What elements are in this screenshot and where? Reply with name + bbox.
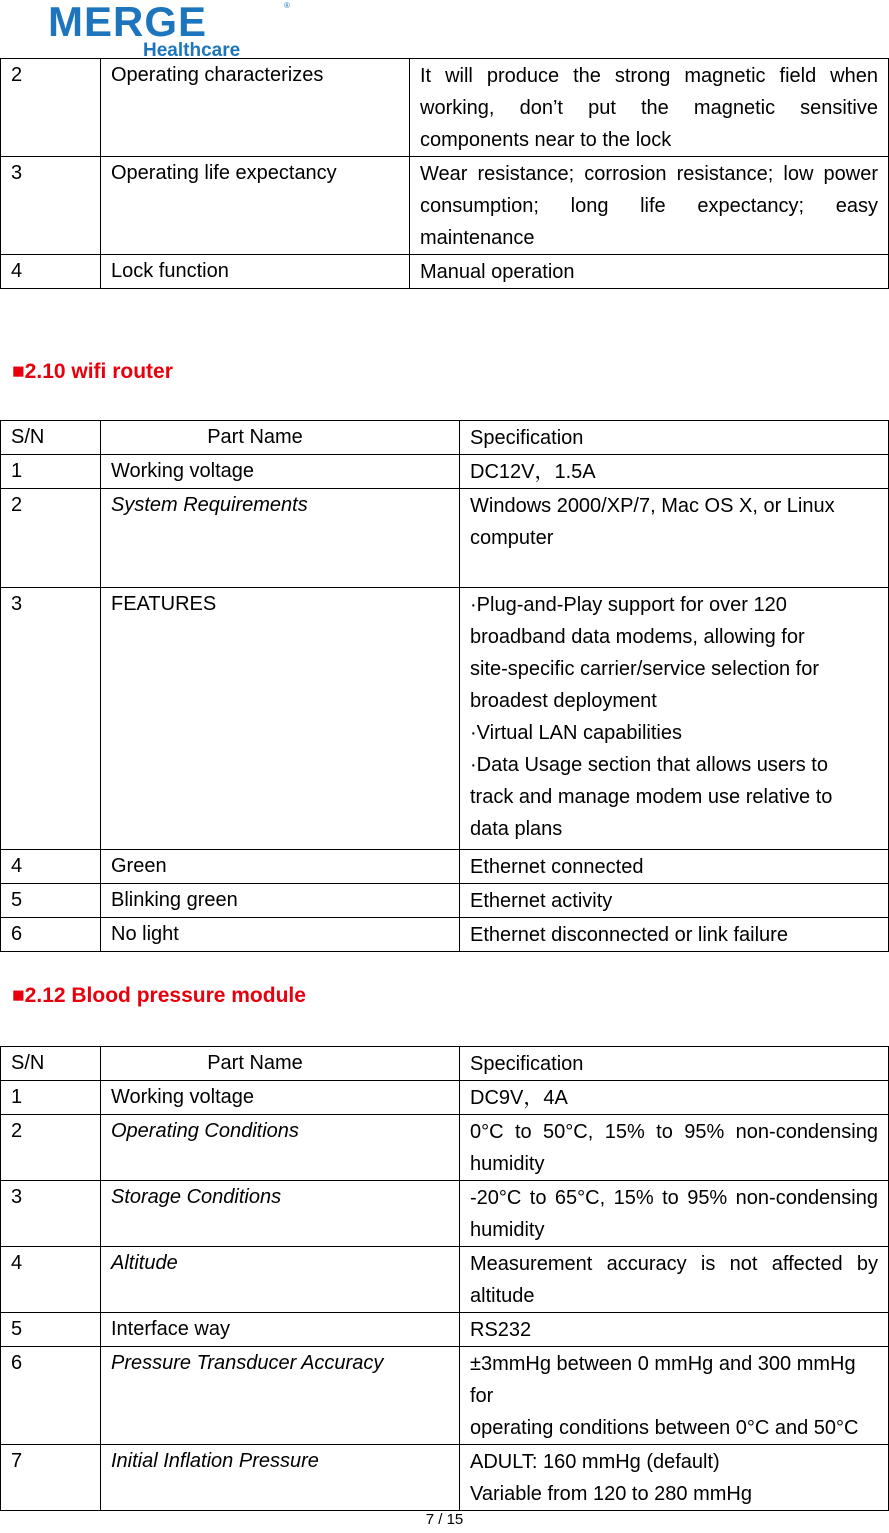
- sn-cell: 3: [1, 1181, 101, 1247]
- spec-cell: 0°C to 50°C, 15% to 95% non-condensing humidity: [460, 1115, 889, 1181]
- sn-cell: 5: [1, 884, 101, 918]
- spec-cell: Manual operation: [410, 255, 889, 289]
- part-name-cell: Working voltage: [101, 1081, 460, 1115]
- sn-cell: 3: [1, 588, 101, 850]
- sn-cell: 4: [1, 850, 101, 884]
- sn-cell: 2: [1, 1115, 101, 1181]
- part-name-cell: Altitude: [101, 1247, 460, 1313]
- sn-cell: 5: [1, 1313, 101, 1347]
- part-name-cell: No light: [101, 918, 460, 952]
- logo-subbrand-text: Healthcare: [143, 40, 241, 58]
- spec-cell: It will produce the strong magnetic field when working, don’t put the magnetic sensitive components near to the lock: [410, 59, 889, 157]
- sn-cell: 4: [1, 255, 101, 289]
- header-sn: S/N: [1, 421, 101, 455]
- sn-cell: 1: [1, 1081, 101, 1115]
- part-name-cell: FEATURES: [101, 588, 460, 850]
- spec-cell: Wear resistance; corrosion resistance; low power consumption; long life expectancy; easy maintenance: [410, 157, 889, 255]
- spec-cell: DC12V，1.5A: [460, 455, 889, 489]
- table-row: [1, 1445, 889, 1511]
- spec-cell: DC9V，4A: [460, 1081, 889, 1115]
- page-number: 7 / 15: [425, 1511, 464, 1528]
- table-row: [1, 918, 889, 952]
- table-row: [1, 1313, 889, 1347]
- header-specification: Specification: [460, 1047, 889, 1081]
- table-row: [1, 1181, 889, 1247]
- part-name-cell: Working voltage: [101, 455, 460, 489]
- table-row: [1, 1081, 889, 1115]
- spec-cell: Ethernet activity: [460, 884, 889, 918]
- part-name-cell: Lock function: [101, 255, 410, 289]
- table-row: [1, 588, 889, 850]
- table-row: [1, 1347, 889, 1445]
- spec-cell: RS232: [460, 1313, 889, 1347]
- spec-cell: ·Plug-and-Play support for over 120 broadband data modems, allowing for site-specific carrier/service selection for broadest deployment ·Virtual LAN capabilities ·Data Usage section that allows users to track and manage modem use relative to data plans: [460, 588, 889, 850]
- sn-cell: 3: [1, 157, 101, 255]
- table-header-row: [1, 1047, 889, 1081]
- wifi-router-spec-table: [0, 420, 889, 952]
- table-row: [1, 59, 889, 157]
- part-name-cell: Blinking green: [101, 884, 460, 918]
- merge-healthcare-logo: [48, 0, 298, 58]
- table-row: [1, 850, 889, 884]
- section-heading-blood-pressure: ■2.12 Blood pressure module: [12, 984, 306, 1007]
- spec-cell: ADULT: 160 mmHg (default) Variable from 120 to 280 mmHg: [460, 1445, 889, 1511]
- header-part-name: Part Name: [101, 421, 460, 455]
- spec-cell: ±3mmHg between 0 mmHg and 300 mmHg for operating conditions between 0°C and 50°C: [460, 1347, 889, 1445]
- registered-mark-icon: ®: [284, 1, 290, 10]
- part-name-cell: System Requirements: [101, 489, 460, 588]
- part-name-cell: Green: [101, 850, 460, 884]
- sn-cell: 6: [1, 918, 101, 952]
- part-name-cell: Storage Conditions: [101, 1181, 460, 1247]
- section-heading-wifi-router: ■2.10 wifi router: [12, 360, 173, 383]
- table-row: [1, 489, 889, 588]
- spec-cell: Ethernet connected: [460, 850, 889, 884]
- lock-spec-table: [0, 58, 889, 289]
- sn-cell: 1: [1, 455, 101, 489]
- spec-cell: Measurement accuracy is not affected by altitude: [460, 1247, 889, 1313]
- spec-cell: Windows 2000/XP/7, Mac OS X, or Linux computer: [460, 489, 889, 588]
- sn-cell: 2: [1, 489, 101, 588]
- logo-brand-text: MERGE: [48, 0, 208, 45]
- table-row: [1, 1247, 889, 1313]
- table-row: [1, 884, 889, 918]
- sn-cell: 6: [1, 1347, 101, 1445]
- header-part-name: Part Name: [101, 1047, 460, 1081]
- header-specification: Specification: [460, 421, 889, 455]
- sn-cell: 7: [1, 1445, 101, 1511]
- part-name-cell: Operating characterizes: [101, 59, 410, 157]
- part-name-cell: Pressure Transducer Accuracy: [101, 1347, 460, 1445]
- table-row: [1, 1115, 889, 1181]
- sn-cell: 2: [1, 59, 101, 157]
- part-name-cell: Operating life expectancy: [101, 157, 410, 255]
- header-sn: S/N: [1, 1047, 101, 1081]
- part-name-cell: Initial Inflation Pressure: [101, 1445, 460, 1511]
- part-name-cell: Operating Conditions: [101, 1115, 460, 1181]
- spec-cell: Ethernet disconnected or link failure: [460, 918, 889, 952]
- blood-pressure-spec-table: [0, 1046, 889, 1511]
- sn-cell: 4: [1, 1247, 101, 1313]
- table-row: [1, 255, 889, 289]
- table-header-row: [1, 421, 889, 455]
- table-row: [1, 157, 889, 255]
- spec-cell: -20°C to 65°C, 15% to 95% non-condensing humidity: [460, 1181, 889, 1247]
- part-name-cell: Interface way: [101, 1313, 460, 1347]
- table-row: [1, 455, 889, 489]
